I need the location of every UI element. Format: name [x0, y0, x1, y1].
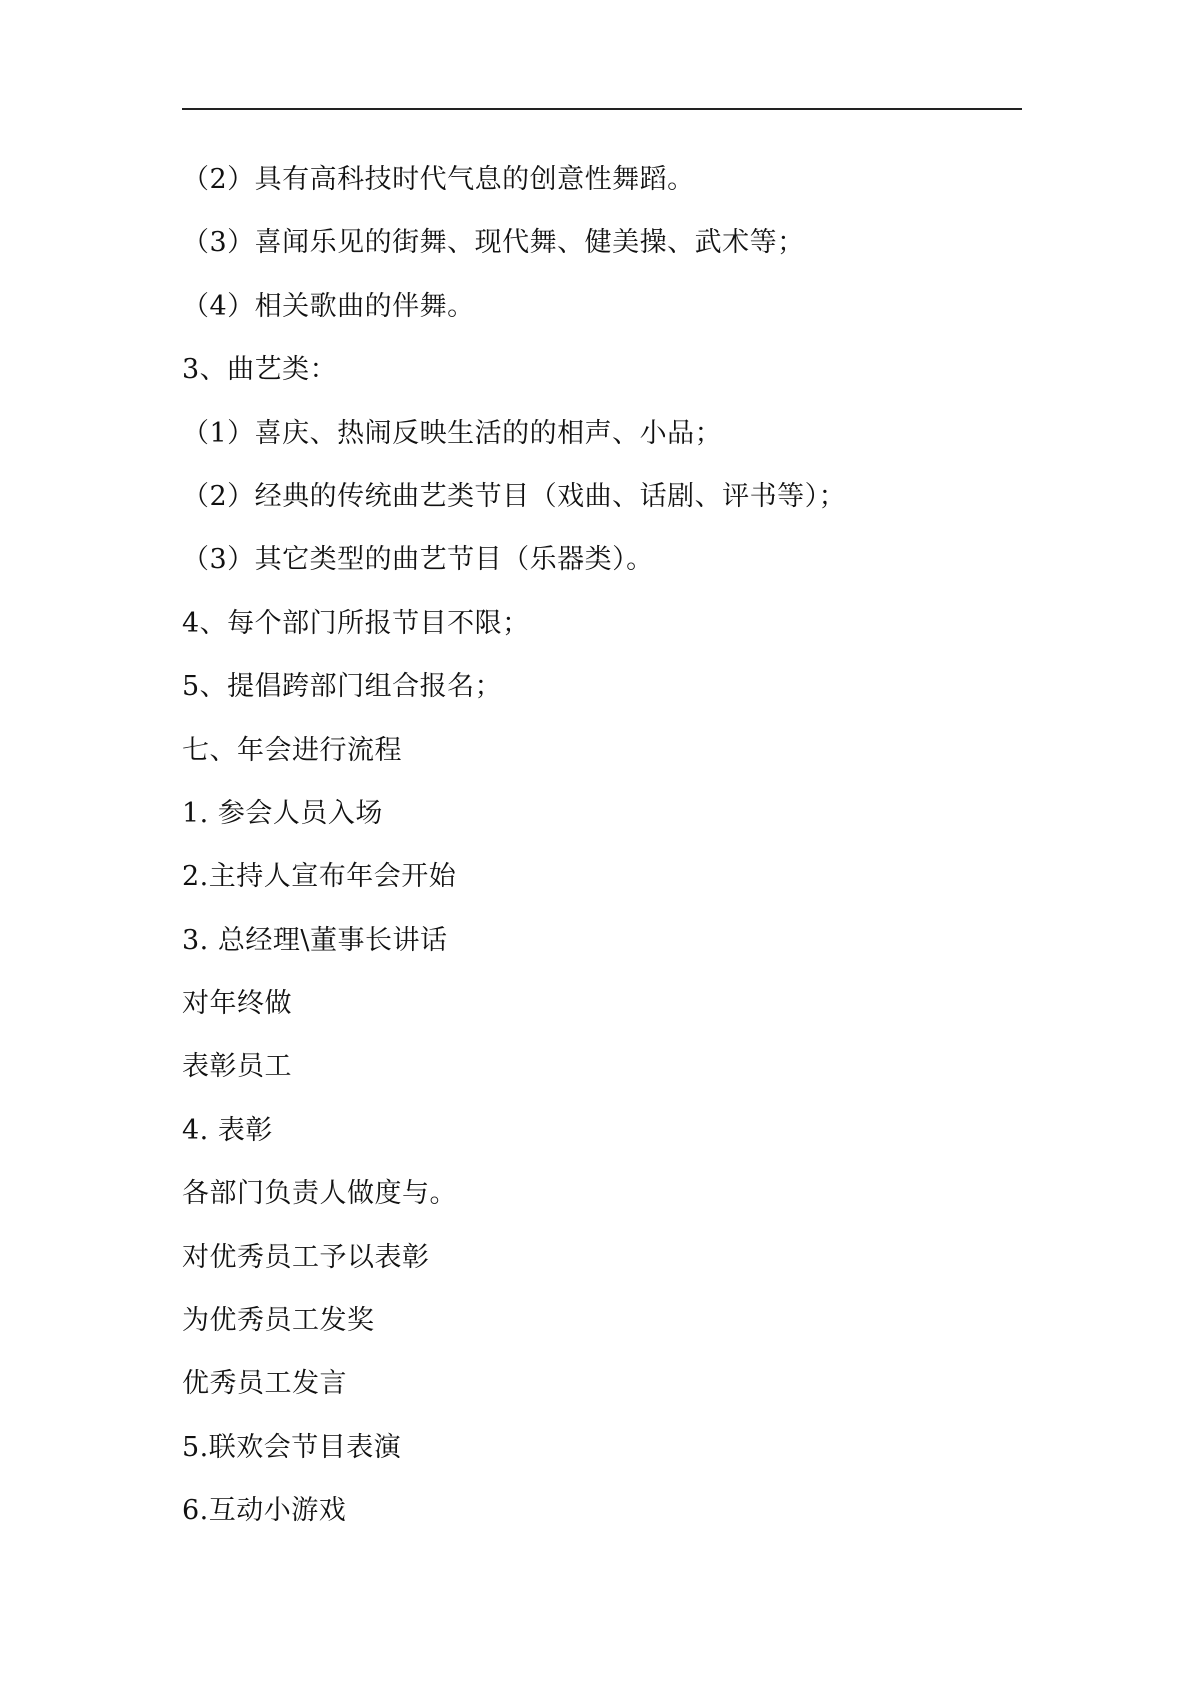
- text-line: 5、提倡跨部门组合报名；: [182, 671, 503, 703]
- text-line: 4. 表彰: [182, 1114, 273, 1146]
- text-line: 对年终做: [182, 988, 292, 1020]
- text-line: （1）喜庆、热闹反映生活的的相声、小品；: [182, 417, 723, 449]
- text-line: 2.主持人宣布年会开始: [182, 861, 457, 893]
- text-line: （2）具有高科技时代气息的创意性舞蹈。: [182, 164, 695, 195]
- text-line: 各部门负责人做度与。: [182, 1178, 457, 1210]
- text-line: 6.互动小游戏: [182, 1495, 347, 1527]
- text-line: （3）其它类型的曲艺节目（乐器类）。: [182, 544, 654, 576]
- text-line: 1. 参会人员入场: [182, 797, 383, 829]
- section-heading: 七、年会进行流程: [182, 734, 402, 766]
- text-line: （2）经典的传统曲艺类节目（戏曲、话剧、评书等）；: [182, 480, 847, 512]
- text-line: 优秀员工发言: [182, 1368, 347, 1400]
- section-heading: 3、曲艺类：: [182, 354, 338, 386]
- text-line: （3）喜闻乐见的街舞、现代舞、健美操、武术等；: [182, 227, 805, 259]
- text-line: 3. 总经理\董事长讲话: [182, 924, 448, 956]
- text-line: 5.联欢会节目表演: [182, 1431, 402, 1463]
- text-line: 对优秀员工予以表彰: [182, 1241, 430, 1273]
- document-body: [182, 148, 1042, 1543]
- header-rule: [182, 108, 1022, 110]
- text-line: 表彰员工: [182, 1051, 292, 1083]
- text-line: 为优秀员工发奖: [182, 1305, 375, 1337]
- text-line: （4）相关歌曲的伴舞。: [182, 290, 475, 322]
- text-line: 4、每个部门所报节目不限；: [182, 607, 530, 639]
